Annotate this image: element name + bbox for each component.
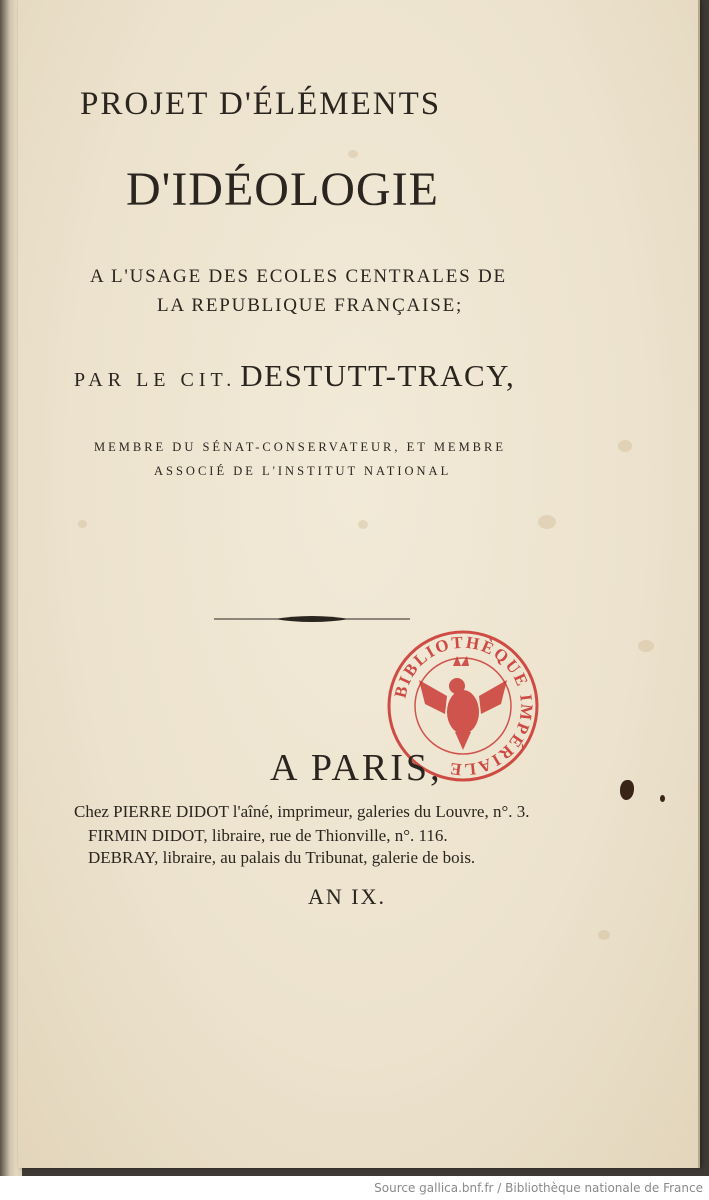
- ink-blot: [620, 780, 634, 800]
- subtitle-line-2: LA REPUBLIQUE FRANÇAISE;: [157, 295, 464, 316]
- membership-line-1: MEMBRE DU SÉNAT-CONSERVATEUR, ET MEMBRE: [94, 440, 506, 454]
- stamp-text: BIBLIOTHÈQUE IMPÉRIALE: [390, 632, 537, 780]
- membership-line-2: ASSOCIÉ DE L'INSTITUT NATIONAL: [154, 464, 452, 478]
- ink-speck: [660, 795, 665, 802]
- imprint-line-2: FIRMIN DIDOT, libraire, rue de Thionville, n°. 116.: [88, 826, 448, 845]
- source-credit: Source gallica.bnf.fr / Bibliothèque nationale de France: [374, 1181, 703, 1195]
- imprint-place: A PARIS,: [270, 747, 443, 789]
- subtitle-line-1: A L'USAGE DES ECOLES CENTRALES DE: [90, 266, 507, 287]
- ornamental-rule: [214, 612, 410, 626]
- title-line-2: D'IDÉOLOGIE: [126, 163, 439, 216]
- imprint-year: AN IX.: [308, 884, 386, 909]
- title-line-1: PROJET D'ÉLÉMENTS: [80, 86, 442, 122]
- author-name: DESTUTT-TRACY,: [240, 358, 516, 393]
- author-line: [74, 358, 515, 394]
- imprint-line-3: DEBRAY, libraire, au palais du Tribunat, galerie de bois.: [88, 848, 476, 867]
- title-page: [18, 0, 700, 1168]
- author-prefix: PAR LE CIT.: [74, 369, 237, 391]
- imprint-line-1: Chez PIERRE DIDOT l'aîné, imprimeur, galeries du Louvre, n°. 3.: [74, 802, 530, 821]
